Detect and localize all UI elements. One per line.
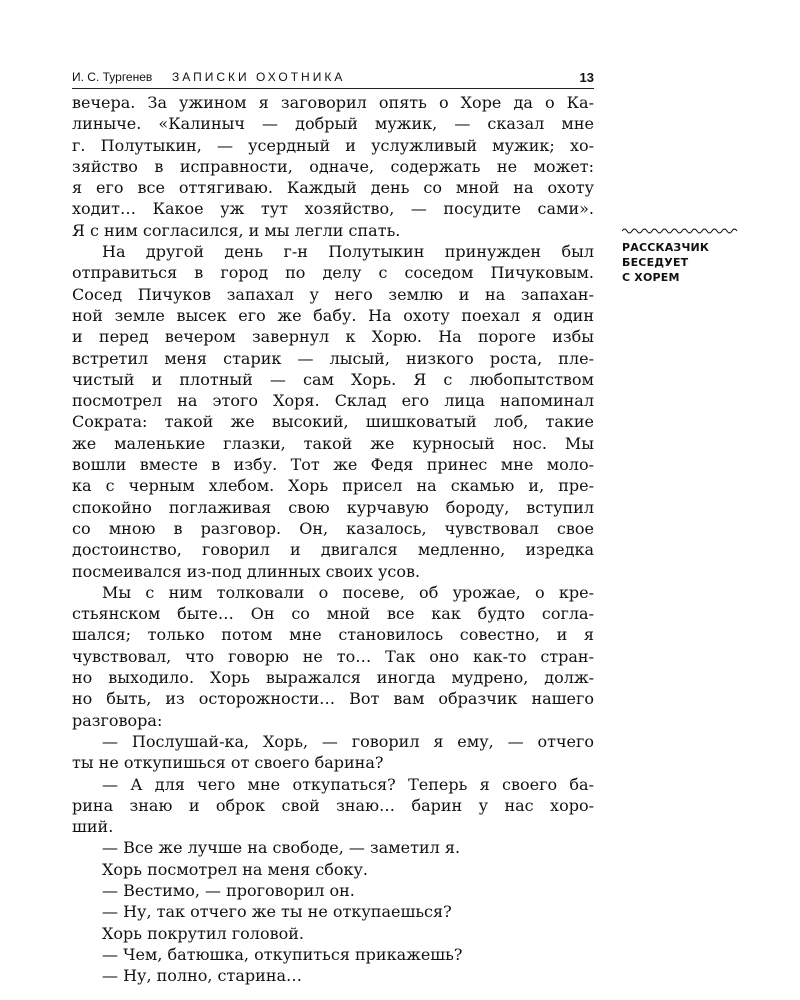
paragraph: [72, 241, 594, 582]
text-line: достоинство, говорил и двигался медленно, изредка: [72, 540, 594, 560]
paragraph: [72, 880, 594, 901]
running-header: [72, 70, 594, 88]
paragraph: [72, 731, 594, 774]
paragraph: [72, 965, 594, 986]
margin-note-line: С ХОРЕМ: [622, 271, 680, 284]
text-line: же маленькие глазки, такой же курносый нос. Мы: [72, 433, 594, 453]
text-line: ка с черным хлебом. Хорь присел на скамью и, пре-: [72, 476, 594, 496]
text-line: ты не откупишься от своего барина?: [72, 753, 384, 773]
text-line: посмотрел на этого Хоря. Склад его лица напоминал: [72, 391, 594, 411]
text-line: посмеивался из-под длинных своих усов.: [72, 561, 421, 581]
text-line: отправиться в город по делу с соседом Пичуковым.: [72, 263, 594, 283]
text-line: зяйство в исправности, одначе, содержать не может:: [72, 156, 594, 176]
text-line: — Ну, так отчего же ты не откупаешься?: [102, 902, 452, 922]
text-line: ший.: [72, 817, 114, 837]
paragraph: [72, 92, 594, 241]
text-line: спокойно поглаживая свою курчавую бороду, вступил: [72, 497, 594, 517]
paragraph: [72, 944, 594, 965]
margin-note-line: РАССКАЗЧИК: [622, 241, 710, 254]
text-line: и перед вечером завернул к Хорю. На пороге избы: [72, 327, 594, 347]
page-number: 13: [579, 70, 594, 85]
text-line: вошли вместе в избу. Тот же Федя принес мне моло-: [72, 455, 594, 475]
text-line: — А для чего мне откупаться? Теперь я своего ба-: [102, 774, 594, 794]
text-line: — Послушай-ка, Хорь, — говорил я ему, — отчего: [102, 731, 594, 751]
body-text: [72, 92, 594, 986]
text-line: Хорь посмотрел на меня сбоку.: [102, 859, 368, 879]
text-line: Мы с ним толковали о посеве, об урожае, о кре-: [102, 582, 594, 602]
text-line: ной земле высек его же бабу. На охоту поехал я один: [72, 305, 594, 325]
text-line: вечера. За ужином я заговорил опять о Хоре да о Ка-: [72, 93, 594, 112]
margin-note: [622, 226, 742, 285]
text-line: — Все же лучше на свободе, — заметил я.: [102, 838, 461, 858]
header-divider: [72, 88, 594, 89]
text-line: — Вестимо, — проговорил он.: [102, 880, 355, 900]
paragraph: [72, 837, 594, 858]
paragraph: [72, 859, 594, 880]
text-line: я его все оттягиваю. Каждый день со мной на охоту: [72, 178, 594, 198]
text-line: разговора:: [72, 710, 163, 730]
text-line: со мною в разговор. Он, казалось, чувствовал свое: [72, 518, 594, 538]
text-line: чувствовал, что говорю не то… Так оно как-то стран-: [72, 646, 594, 666]
paragraph: [72, 774, 594, 838]
text-line: — Чем, батюшка, откупиться прикажешь?: [102, 944, 463, 964]
text-line: Сосед Пичуков запахал у него землю и на запахан-: [72, 284, 594, 304]
text-line: Я с ним согласился, и мы легли спать.: [72, 220, 401, 240]
text-line: Хорь покрутил головой.: [102, 923, 304, 943]
text-line: встретил меня старик — лысый, низкого роста, пле-: [72, 348, 594, 368]
wavy-rule-ornament: [622, 226, 738, 236]
text-line: рина знаю и оброк свой знаю… барин у нас хоро-: [72, 795, 594, 815]
text-line: шался; только потом мне становилось совестно, и я: [72, 625, 594, 645]
text-line: На другой день г-н Полутыкин принужден был: [102, 242, 594, 262]
text-line: — Ну, полно, старина…: [102, 966, 303, 986]
paragraph: [72, 582, 594, 731]
text-line: чистый и плотный — сам Хорь. Я с любопытством: [72, 369, 594, 389]
text-line: но быть, из осторожности… Вот вам образчик нашего: [72, 689, 594, 709]
header-book-title: ЗАПИСКИ ОХОТНИКА: [172, 70, 346, 84]
text-line: г. Полутыкин, — усердный и услужливый мужик; хо-: [72, 135, 594, 155]
text-line: Сократа: такой же высокий, шишковатый лоб, такие: [72, 412, 594, 432]
paragraph: [72, 923, 594, 944]
header-author: И. С. Тургенев: [72, 70, 153, 84]
text-line: стьянском быте… Он со мной все как будто согла-: [72, 604, 594, 624]
margin-note-text: [622, 240, 742, 285]
text-line: но выходило. Хорь выражался иногда мудрено, долж-: [72, 668, 594, 688]
paragraph: [72, 901, 594, 922]
text-line: ходит… Какое уж тут хозяйство, — посудите сами».: [72, 199, 594, 219]
margin-note-line: БЕСЕДУЕТ: [622, 256, 689, 269]
text-line: линыче. «Калиныч — добрый мужик, — сказал мне: [72, 114, 594, 134]
